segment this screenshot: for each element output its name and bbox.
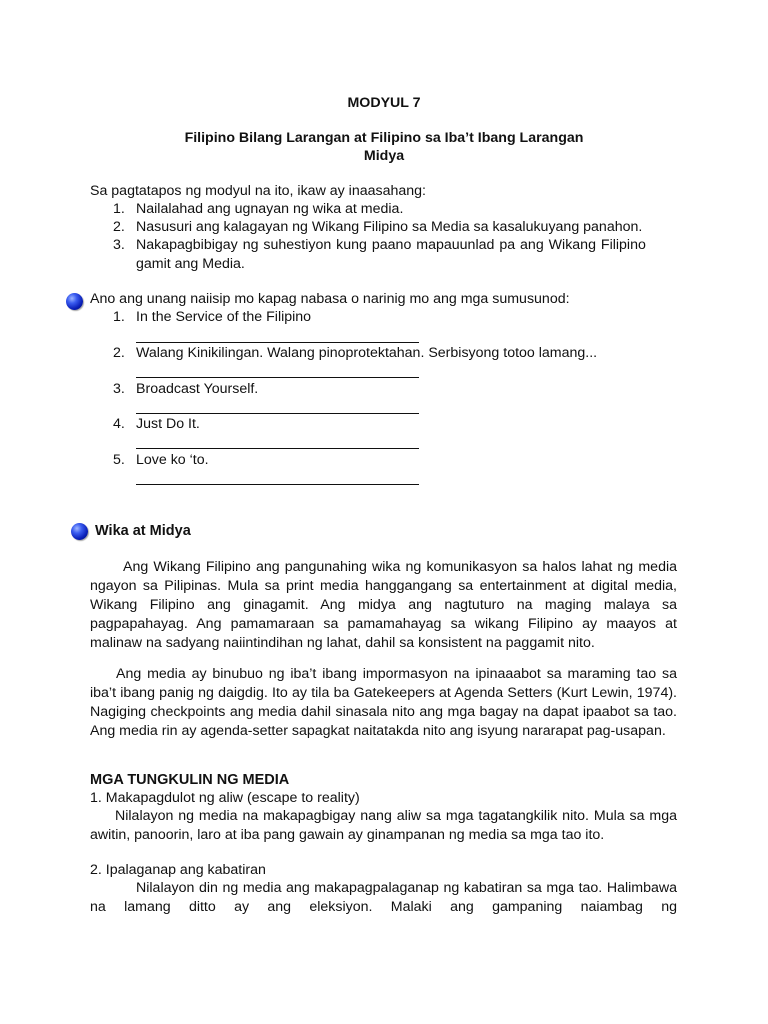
answer-blank-line[interactable] (136, 377, 419, 378)
paragraph: Ang media ay binubuo ng iba’t ibang impormasyon na ipinaaabot sa maraming tao sa iba’t ibang panig ng daigdig. Ito ay tila ba Gatekeepers at Agenda Setters (Kurt Lewin, 1974). Nagiging checkpoints ang media dahil sinasala nito ang mga bagay na dapat ipaabot sa tao. Ang media rin ay agenda-setter sapagkat naitatakda nito ang isyung nararapat pag-usapan. (90, 666, 677, 739)
function-item-title: 2. Ipalaganap ang kabatiran (90, 862, 266, 878)
activity-number: 1. (113, 309, 125, 325)
objective-text: Nakapagbibigay ng suhestiyon kung paano mapauunlad pa ang Wikang Filipino (136, 237, 646, 253)
blue-sphere-bullet-icon (71, 523, 88, 540)
module-title: Filipino Bilang Larangan at Filipino sa Iba’t Ibang Larangan (184, 130, 584, 146)
paragraph: Ang Wikang Filipino ang pangunahing wika ng komunikasyon sa halos lahat ng media ngayon sa Pilipinas. Mula sa print media hanggangang sa entertainment at digital media, Wikang Filipino ang ginagamit. Ang midya ang nagtuturo na maging malaya sa pagpapahayag. Ang pamamaraan sa pamamahayag sa wikang Filipino ay maayos at malinaw na sadyang naiintindihan ng lahat, dahil sa konsistent na paggamit nito. (90, 559, 677, 651)
objective-text-continued: gamit ang Media. (136, 256, 245, 272)
activity-number: 3. (113, 381, 125, 397)
section-heading-tungkulin: MGA TUNGKULIN NG MEDIA (90, 772, 290, 788)
blue-sphere-bullet-icon (66, 293, 83, 310)
activity-number: 5. (113, 452, 125, 468)
objectives-intro: Sa pagtatapos ng modyul na ito, ikaw ay inaasahang: (90, 183, 426, 199)
activity-prompt: Just Do It. (136, 416, 200, 432)
section-heading-wika: Wika at Midya (95, 523, 191, 539)
activity-prompt: In the Service of the Filipino (136, 309, 312, 325)
objective-number: 3. (113, 237, 125, 253)
objective-text: Nasusuri ang kalagayan ng Wikang Filipino sa Media sa kasalukuyang panahon. (136, 219, 643, 235)
function-item-title: 1. Makapagdulot ng aliw (escape to reality) (90, 790, 360, 806)
function-item-text: Nilalayon ng media na makapagbigay nang aliw sa mga tagatangkilik nito. Mula sa mga awitin, panoorin, laro at iba pang gawain ay ginampanan ng media sa mga tao ito. (90, 808, 677, 843)
activity-number: 2. (113, 345, 125, 361)
answer-blank-line[interactable] (136, 413, 419, 414)
answer-blank-line[interactable] (136, 448, 419, 449)
module-subtitle: Midya (363, 148, 405, 164)
objective-number: 1. (113, 201, 125, 217)
activity-prompt: Walang Kinikilingan. Walang pinoprotektahan. Serbisyong totoo lamang... (136, 345, 598, 361)
answer-blank-line[interactable] (136, 484, 419, 485)
activity-prompt: Broadcast Yourself. (136, 381, 259, 397)
objective-number: 2. (113, 219, 125, 235)
activity-question: Ano ang unang naiisip mo kapag nabasa o narinig mo ang mga sumusunod: (90, 291, 570, 307)
objective-text: Nailalahad ang ugnayan ng wika at media. (136, 201, 404, 217)
answer-blank-line[interactable] (136, 342, 419, 343)
module-number: MODYUL 7 (347, 95, 421, 111)
activity-number: 4. (113, 416, 125, 432)
function-item-text: Nilalayon din ng media ang makapagpalaganap ng kabatiran sa mga tao. Halimbawa na lamang ditto ay ang eleksiyon. Malaki ang gampaning naiambag ng (90, 880, 677, 915)
activity-prompt: Love ko ‘to. (136, 452, 209, 468)
